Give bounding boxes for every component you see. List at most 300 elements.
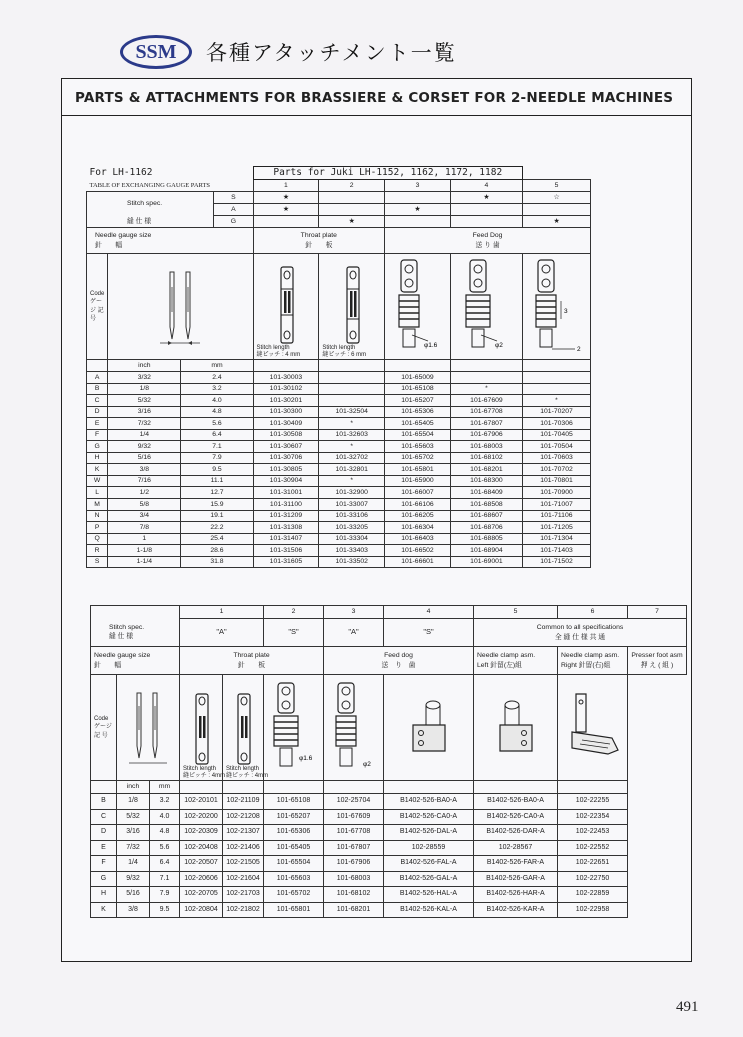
throat-plate-6mm-figure [319, 254, 385, 360]
stitch-length-label: Stitch length [226, 765, 260, 772]
table-cell: G [91, 871, 117, 887]
table-cell: 7.1 [181, 441, 253, 453]
table-title: TABLE OF EXCHANGING GAUGE PARTS [89, 181, 211, 189]
table-cell: B1402-526-DAL-A [384, 825, 474, 841]
table-cell: 7.9 [150, 887, 180, 903]
table-cell: B1402-526-GAL-A [384, 871, 474, 887]
table-cell: 101-65207 [385, 395, 451, 407]
stitch-pitch-4mm: 縫ピッチ : 4 mm [256, 351, 301, 358]
table-cell [523, 372, 591, 384]
spec-code: A [214, 204, 253, 216]
table-cell: B1402-526-CA0-A [384, 809, 474, 825]
table-cell: 101-30607 [253, 441, 319, 453]
spec-mark [385, 216, 451, 228]
table-cell: 101-33205 [319, 522, 385, 534]
table-cell: 102-20804 [180, 902, 223, 918]
table-cell: 101-70900 [523, 487, 591, 499]
col-number: 4 [384, 606, 474, 619]
mm-header: mm [181, 360, 253, 372]
table-cell: B1402-526-HAR-A [474, 887, 558, 903]
gauge-code: A [87, 372, 108, 384]
table-cell: 102-21406 [223, 840, 264, 856]
table-cell: 102-21802 [223, 902, 264, 918]
gauge-parts-table-juki [86, 166, 591, 568]
table-cell: 102-28559 [384, 840, 474, 856]
table-cell: 102-22859 [558, 887, 628, 903]
table-cell: 101-65801 [385, 464, 451, 476]
spec-mark: ★ [253, 192, 319, 204]
code-label: Code [94, 715, 109, 722]
table-cell [319, 383, 385, 395]
feed-dog-jp: 送 り 歯 [381, 661, 416, 669]
spec-mark: ★ [523, 216, 591, 228]
gauge-row [87, 487, 591, 499]
feed-dog-label: Feed dog [384, 651, 413, 659]
table-cell: 102-20408 [180, 840, 223, 856]
table-cell: 101-67807 [450, 418, 522, 430]
phi-2-label: φ2 [495, 341, 504, 349]
table-cell: 3/8 [108, 464, 181, 476]
table-cell: 3.2 [181, 383, 253, 395]
table-cell: 102-20507 [180, 856, 223, 872]
table-cell: F [91, 856, 117, 872]
throat-plate-figure-1 [180, 675, 226, 781]
feed-dog-icon [388, 257, 446, 357]
table-cell: 101-65108 [385, 383, 451, 395]
needle-gauge-figure [108, 254, 253, 360]
table-cell: 101-66601 [385, 556, 451, 568]
common-jp: 全 縫 仕 様 共 通 [554, 633, 606, 641]
col-number: 2 [264, 606, 324, 619]
page-title: PARTS & ATTACHMENTS FOR BRASSIERE & CORSET FOR 2-NEEDLE MACHINES [75, 90, 674, 106]
needle-gauge-jp: 針 幅 [95, 241, 123, 249]
dim-3-label: 3 [563, 307, 568, 315]
table-cell: 101-68904 [450, 545, 522, 557]
table-cell: 31.8 [181, 556, 253, 568]
table-cell: * [319, 475, 385, 487]
table-cell: 101-67906 [324, 856, 384, 872]
table-cell [319, 372, 385, 384]
table-cell: 101-66007 [385, 487, 451, 499]
table-cell: 101-71205 [523, 522, 591, 534]
gauge-row [91, 902, 687, 918]
table-cell: 101-30201 [253, 395, 319, 407]
gauge-row [91, 856, 687, 872]
table-cell: 102-21604 [223, 871, 264, 887]
table-cell: 1-1/4 [108, 556, 181, 568]
feed-dog-icon [265, 680, 323, 776]
feed-dog-figure-3 [264, 675, 324, 781]
gauge-row [87, 441, 591, 453]
gauge-code: S [87, 556, 108, 568]
table-cell: 102-22255 [558, 794, 628, 810]
table-cell: 5/8 [108, 499, 181, 511]
spec-mark [523, 204, 591, 216]
code-header [87, 254, 108, 360]
table-cell: 1/8 [117, 794, 150, 810]
table-cell: 9/32 [117, 871, 150, 887]
table-cell: 101-30508 [253, 429, 319, 441]
gauge-row [87, 383, 591, 395]
needle-clamp-right-icon [486, 693, 546, 763]
throat-plate-label: Throat plate [300, 231, 337, 239]
stitch-spec-header [91, 619, 180, 647]
table-cell: 3/16 [117, 825, 150, 841]
table-cell: 101-65306 [264, 825, 324, 841]
table-cell: 9/32 [108, 441, 181, 453]
col-number: 5 [523, 180, 591, 192]
needle-gauge-label: Needle gauge size [94, 651, 151, 659]
table-cell: 101-67708 [324, 825, 384, 841]
needle-gauge-label: Needle gauge size [95, 231, 152, 239]
table-cell: 101-68003 [450, 441, 522, 453]
spec-mark: ★ [450, 192, 522, 204]
spec-code: S [214, 192, 253, 204]
table-cell: 101-65108 [264, 794, 324, 810]
throat-plate-header [180, 647, 324, 675]
table2-body [91, 794, 687, 918]
table-cell: 101-32801 [319, 464, 385, 476]
page-header [120, 32, 457, 72]
gauge-row [87, 452, 591, 464]
table-cell: 101-30706 [253, 452, 319, 464]
feed-dog-figure-4 [450, 254, 522, 360]
table-cell: 101-65603 [385, 441, 451, 453]
throat-plate-icon [187, 692, 217, 766]
table-cell: 102-21505 [223, 856, 264, 872]
table-cell: 101-68607 [450, 510, 522, 522]
needle-gauge-figure [117, 675, 180, 781]
feed-dog-header [324, 647, 474, 675]
table-cell: * [450, 383, 522, 395]
parts-for-label: Parts for Juki LH-1152, 1162, 1172, 1182 [253, 167, 522, 180]
table-cell: 5.6 [181, 418, 253, 430]
table-cell: 19.1 [181, 510, 253, 522]
gauge-code: B [87, 383, 108, 395]
table-cell: 101-65504 [385, 429, 451, 441]
presser-foot-figure [558, 675, 628, 781]
table-cell: 102-20101 [180, 794, 223, 810]
table-cell: 4.8 [181, 406, 253, 418]
table-cell: * [319, 418, 385, 430]
feed-dog-figure-3 [385, 254, 451, 360]
table-cell: 1-1/8 [108, 545, 181, 557]
feed-dog-jp: 送 り 歯 [475, 241, 500, 249]
stitch-pitch-6mm: 縫ピッチ : 6 mm [322, 351, 367, 358]
gauge-code: N [87, 510, 108, 522]
table-cell: 4.8 [150, 825, 180, 841]
table-cell: 101-32504 [319, 406, 385, 418]
gauge-row [87, 556, 591, 568]
feed-dog-icon [527, 257, 587, 357]
gauge-code: D [87, 406, 108, 418]
table-cell: 101-31407 [253, 533, 319, 545]
table-cell: 101-70702 [523, 464, 591, 476]
phi-1-6-label: φ1.6 [424, 341, 438, 349]
col-number: 5 [474, 606, 558, 619]
gauge-row [91, 887, 687, 903]
table-cell: * [523, 395, 591, 407]
table-cell: 101-31506 [253, 545, 319, 557]
clamp-right-label: Needle clamp asm. [561, 651, 620, 659]
table-cell: 101-33502 [319, 556, 385, 568]
table-cell: 101-68805 [450, 533, 522, 545]
table-cell: 102-21109 [223, 794, 264, 810]
table-cell: 101-31605 [253, 556, 319, 568]
table1-body [87, 372, 591, 568]
spec-mark [253, 216, 319, 228]
table-cell: 22.2 [181, 522, 253, 534]
gauge-row [91, 871, 687, 887]
spec-mark [450, 216, 522, 228]
table-cell: * [319, 441, 385, 453]
spec-mark: ☆ [523, 192, 591, 204]
gauge-code: P [87, 522, 108, 534]
table-cell: 101-66304 [385, 522, 451, 534]
table-cell: 101-65603 [264, 871, 324, 887]
table-cell: 101-33007 [319, 499, 385, 511]
gauge-row [91, 809, 687, 825]
col-number: 1 [253, 180, 319, 192]
table-cell: B1402-526-FAL-A [384, 856, 474, 872]
gauge-row [87, 418, 591, 430]
table-cell: 101-68300 [450, 475, 522, 487]
table-cell: 1/4 [108, 429, 181, 441]
table-cell: 101-65405 [264, 840, 324, 856]
table-cell: B1402-526-BA0-A [384, 794, 474, 810]
throat-plate-icon [272, 265, 302, 345]
table-cell: 102-25704 [324, 794, 384, 810]
gauge-code: M [87, 499, 108, 511]
table-cell: 7.1 [150, 871, 180, 887]
table-cell: 101-31001 [253, 487, 319, 499]
spec-mark [385, 192, 451, 204]
col-number: 1 [180, 606, 264, 619]
table-cell: 102-22958 [558, 902, 628, 918]
table-cell: 101-67708 [450, 406, 522, 418]
table-cell: 101-33403 [319, 545, 385, 557]
page-number: 491 [676, 999, 699, 1015]
table-cell: 101-65306 [385, 406, 451, 418]
spec-mark: ★ [319, 216, 385, 228]
throat-plate-header [253, 228, 385, 254]
table-cell: 101-70306 [523, 418, 591, 430]
col-number: 2 [319, 180, 385, 192]
table-cell: 102-20705 [180, 887, 223, 903]
throat-plate-figure-2 [223, 675, 269, 781]
gauge-row [87, 545, 591, 557]
spec-mark: ★ [253, 204, 319, 216]
table-cell: 101-65405 [385, 418, 451, 430]
table-cell: 5/32 [108, 395, 181, 407]
table-cell: 101-30003 [253, 372, 319, 384]
gauge-row [87, 464, 591, 476]
table-cell: 101-68102 [450, 452, 522, 464]
table-cell: 5/16 [117, 887, 150, 903]
gauge-row [87, 533, 591, 545]
gauge-code: L [87, 487, 108, 499]
table-cell: 25.4 [181, 533, 253, 545]
inch-header: inch [108, 360, 181, 372]
table-cell: B1402-526-CA0-A [474, 809, 558, 825]
table-cell: 101-65504 [264, 856, 324, 872]
common-header [474, 619, 687, 647]
table-cell: B1402-526-KAR-A [474, 902, 558, 918]
table-cell: 102-20606 [180, 871, 223, 887]
table-cell: 101-31209 [253, 510, 319, 522]
table-cell: 102-22750 [558, 871, 628, 887]
clamp-left-header [474, 647, 558, 675]
spec-mark [319, 192, 385, 204]
table-cell: 15.9 [181, 499, 253, 511]
table-cell: 9.5 [181, 464, 253, 476]
table-cell: B1402-526-GAR-A [474, 871, 558, 887]
throat-plate-label: Throat plate [233, 651, 270, 659]
table-cell: C [91, 809, 117, 825]
table-cell: 7/16 [108, 475, 181, 487]
table-cell: 101-68201 [324, 902, 384, 918]
table-cell: 101-30409 [253, 418, 319, 430]
gauge-code: G [87, 441, 108, 453]
table-cell: 101-65009 [385, 372, 451, 384]
clamp-left-sub: Left 針留(左)組 [477, 661, 522, 669]
table-cell: 5/16 [108, 452, 181, 464]
table-cell: 7.9 [181, 452, 253, 464]
table-cell: 101-65207 [264, 809, 324, 825]
table-cell: 101-31308 [253, 522, 319, 534]
code-jp: ゲージ 記 号 [90, 299, 104, 322]
clamp-left-label: Needle clamp asm. [477, 651, 536, 659]
stitch-spec-jp: 縫 仕 様 [109, 633, 134, 641]
table-cell: 101-32603 [319, 429, 385, 441]
table-cell: B1402-526-BA0-A [474, 794, 558, 810]
table-cell: E [91, 840, 117, 856]
col-number: 7 [628, 606, 687, 619]
stitch-spec-label: Stitch spec. [87, 192, 214, 216]
table-cell: 101-71403 [523, 545, 591, 557]
table-cell [319, 395, 385, 407]
spec-code: G [214, 216, 253, 228]
feed-dog-icon [457, 257, 515, 357]
table-cell: 102-22354 [558, 809, 628, 825]
table-cell: 101-68003 [324, 871, 384, 887]
table-cell: 102-21307 [223, 825, 264, 841]
table-cell: 101-71007 [523, 499, 591, 511]
presser-jp: 押 え ( 組 ) [640, 661, 674, 669]
phi-2-label: φ2 [363, 760, 371, 768]
table-cell: 28.6 [181, 545, 253, 557]
table-cell: B1402-526-HAL-A [384, 887, 474, 903]
table-cell: 101-69001 [450, 556, 522, 568]
presser-header [628, 647, 687, 675]
mm-header: mm [150, 781, 180, 794]
table-cell: 3.2 [150, 794, 180, 810]
table-cell: 101-65702 [385, 452, 451, 464]
throat-plate-jp: 針 板 [237, 661, 266, 669]
table-cell: 101-70801 [523, 475, 591, 487]
clamp-right-header [558, 647, 628, 675]
table-cell: 102-20200 [180, 809, 223, 825]
table-cell: B1402-526-FAR-A [474, 856, 558, 872]
table-cell: 101-71106 [523, 510, 591, 522]
feed-dog-figure-5 [523, 254, 591, 360]
ssm-logo: SSM [120, 35, 192, 69]
stitch-length-label: Stitch length [322, 344, 356, 351]
twin-needle-illustration [150, 267, 210, 347]
feed-dog-label: Feed Dog [472, 231, 503, 239]
table-cell: 101-68508 [450, 499, 522, 511]
needle-clamp-left-figure [384, 675, 474, 781]
table-cell: 7/8 [108, 522, 181, 534]
needle-gauge-header [87, 228, 254, 254]
table-cell: 101-65900 [385, 475, 451, 487]
throat-plate-jp: 針 板 [305, 241, 333, 249]
japanese-title: 各種アタッチメント一覧 [206, 41, 457, 65]
clamp-right-sub: Right 針留(右)組 [561, 661, 611, 669]
code-jp: ゲージ 記 号 [94, 724, 112, 739]
spec-mark [450, 204, 522, 216]
stitch-pitch: 縫ピッチ : 4mm [183, 772, 226, 779]
table-cell: 101-30805 [253, 464, 319, 476]
dim-2-label: 2 [576, 345, 581, 353]
spec-value: "S" [264, 619, 324, 647]
table-cell: 101-67609 [450, 395, 522, 407]
table-cell: 101-70603 [523, 452, 591, 464]
table-cell: 1/2 [108, 487, 181, 499]
table-cell: 101-70405 [523, 429, 591, 441]
table-cell: 7/32 [108, 418, 181, 430]
table-cell: 5.6 [150, 840, 180, 856]
gauge-parts-table-common [90, 605, 687, 918]
col-number: 3 [385, 180, 451, 192]
common-label: Common to all specifications [536, 623, 624, 631]
throat-plate-4mm-figure [253, 254, 319, 360]
gauge-row [87, 510, 591, 522]
table-cell: 101-68102 [324, 887, 384, 903]
gauge-row [91, 794, 687, 810]
col-number: 6 [558, 606, 628, 619]
table-cell: 102-22651 [558, 856, 628, 872]
gauge-code: E [87, 418, 108, 430]
table-cell: 101-65702 [264, 887, 324, 903]
needle-clamp-left-icon [399, 693, 459, 763]
gauge-row [87, 522, 591, 534]
table-cell: B1402-526-KAL-A [384, 902, 474, 918]
col-number: 3 [324, 606, 384, 619]
table-cell: 101-68706 [450, 522, 522, 534]
inch-header: inch [117, 781, 150, 794]
table-cell: H [91, 887, 117, 903]
spec-value: "A" [180, 619, 264, 647]
table-cell: 101-70207 [523, 406, 591, 418]
gauge-row [87, 499, 591, 511]
table-cell: 6.4 [150, 856, 180, 872]
spec-mark: ★ [385, 204, 451, 216]
gauge-code: F [87, 429, 108, 441]
stitch-pitch: 縫ピッチ : 4mm [226, 772, 269, 779]
gauge-code: C [87, 395, 108, 407]
table-cell: 2.4 [181, 372, 253, 384]
table-cell: 12.7 [181, 487, 253, 499]
gauge-code: H [87, 452, 108, 464]
spec-mark [319, 204, 385, 216]
stitch-spec-jp: 縫 仕 様 [87, 216, 214, 228]
table-cell: 7/32 [117, 840, 150, 856]
table-cell: 102-22552 [558, 840, 628, 856]
feed-dog-icon [325, 680, 383, 776]
table-cell: 3/32 [108, 372, 181, 384]
table-cell: 101-66106 [385, 499, 451, 511]
